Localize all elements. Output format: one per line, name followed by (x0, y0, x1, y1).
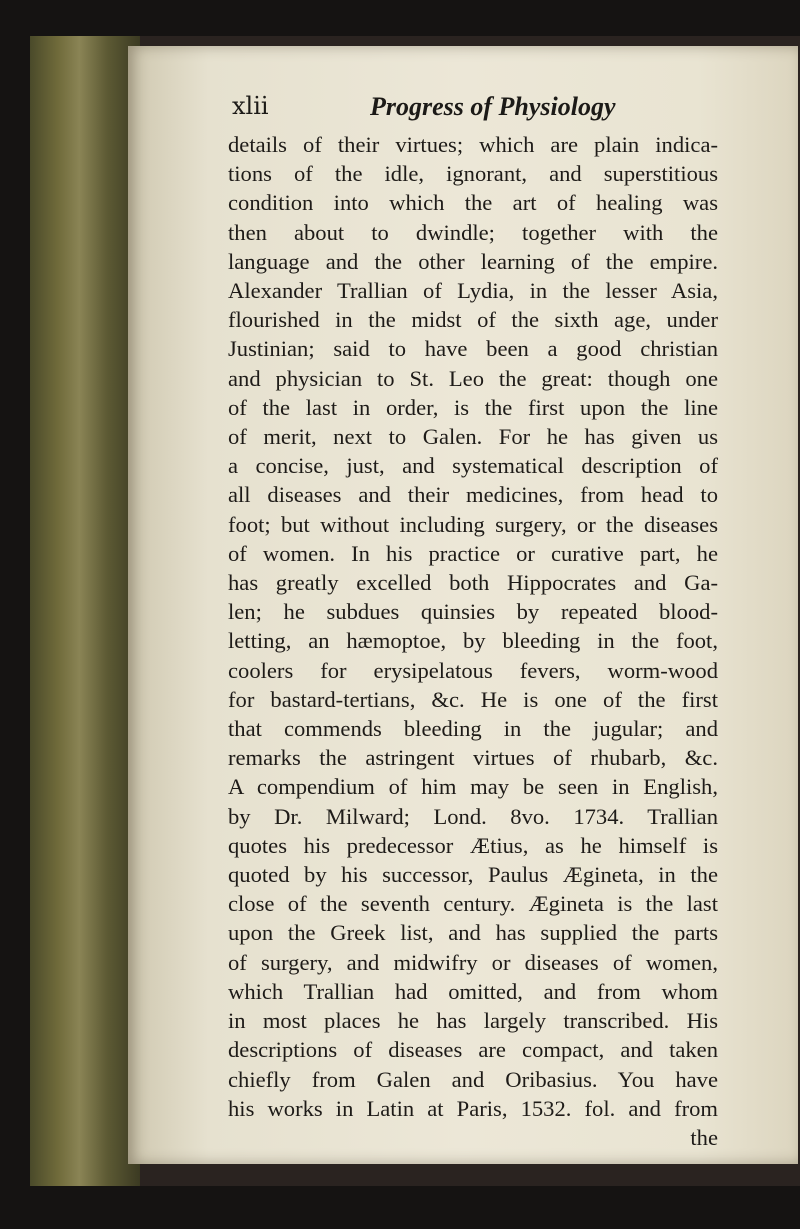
text-line: upon the Greek list, and has supplied the parts (228, 920, 718, 946)
book-spine (30, 36, 140, 1186)
text-line: letting, an hæmoptoe, by bleeding in the foot, (228, 628, 718, 654)
text-line: descriptions of diseases are compact, and taken (228, 1037, 718, 1063)
text-line: coolers for erysipelatous fevers, worm-wood (228, 657, 718, 683)
text-line: that commends bleeding in the jugular; and (228, 716, 718, 742)
text-line: a concise, just, and systematical description of (228, 453, 718, 479)
text-line: quoted by his successor, Paulus Ægineta, in the (228, 862, 718, 888)
text-line: which Trallian had omitted, and from whom (228, 978, 718, 1004)
text-line: his works in Latin at Paris, 1532. fol. and from (228, 1095, 718, 1121)
text-line: Justinian; said to have been a good christian (228, 336, 718, 362)
text-line: details of their virtues; which are plain indica- (228, 132, 718, 157)
text-line: close of the seventh century. Ægineta is the last (228, 891, 718, 917)
body-text (228, 130, 718, 1152)
page-header (232, 92, 712, 128)
text-line: A compendium of him may be seen in English, (228, 774, 718, 800)
text-line: of merit, next to Galen. For he has given us (228, 424, 718, 450)
text-line: and physician to St. Leo the great: though one (228, 365, 718, 391)
text-line: tions of the idle, ignorant, and superstitious (228, 161, 718, 187)
catchword: the (690, 1124, 718, 1150)
text-line: flourished in the midst of the sixth age, under (228, 307, 718, 333)
text-line: quotes his predecessor Ætius, as he himself is (228, 832, 718, 858)
text-line: then about to dwindle; together with the (228, 219, 718, 245)
text-line: language and the other learning of the empire. (228, 248, 718, 274)
text-line: of the last in order, is the first upon the line (228, 394, 718, 420)
text-line: for bastard-tertians, &c. He is one of the first (228, 686, 718, 712)
text-line: by Dr. Milward; Lond. 8vo. 1734. Trallian (228, 803, 718, 829)
text-line: Alexander Trallian of Lydia, in the lesser Asia, (228, 278, 718, 304)
page-number: xlii (232, 92, 269, 120)
text-line: len; he subdues quinsies by repeated blood- (228, 599, 718, 625)
text-line: remarks the astringent virtues of rhubarb, &c. (228, 745, 718, 771)
text-line: of women. In his practice or curative part, he (228, 540, 718, 566)
text-line: has greatly excelled both Hippocrates and Ga- (228, 570, 718, 596)
text-line: foot; but without including surgery, or the diseases (228, 511, 718, 537)
text-line: condition into which the art of healing was (228, 190, 718, 216)
text-line: chiefly from Galen and Oribasius. You have (228, 1066, 718, 1092)
text-line: of surgery, and midwifry or diseases of women, (228, 949, 718, 975)
text-line: all diseases and their medicines, from head to (228, 482, 718, 508)
text-line: in most places he has largely transcribed. His (228, 1008, 718, 1034)
running-title: Progress of Physiology (370, 92, 616, 121)
